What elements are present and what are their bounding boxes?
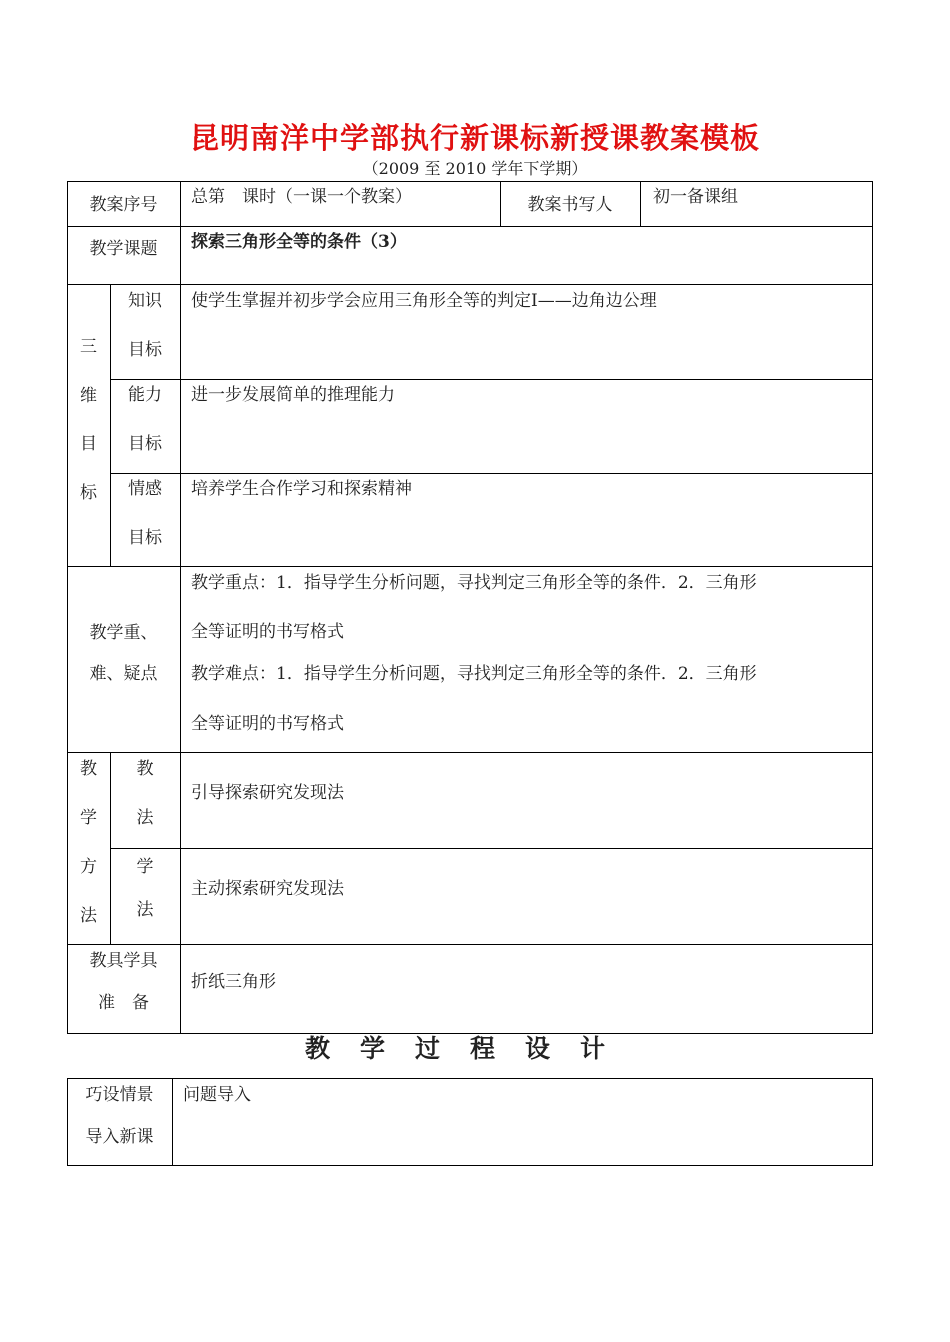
grid-line <box>67 944 873 945</box>
key-point-text: 教学重点：1．指导学生分析问题，寻找判定三角形全等的条件．2．三角形 <box>191 573 757 593</box>
grid-line <box>110 848 873 849</box>
knowledge-goal-label: 知识 <box>128 291 162 311</box>
grid-line <box>67 284 873 285</box>
grid-line <box>640 181 641 226</box>
teaching-method-label: 教 <box>136 759 154 779</box>
grid-line <box>110 379 873 380</box>
goals-group-char: 标 <box>80 483 97 503</box>
intro-value: 问题导入 <box>183 1085 251 1105</box>
topic-value: 探索三角形全等的条件（3） <box>191 232 407 252</box>
learning-method-label: 学 <box>136 857 154 877</box>
knowledge-goal-label: 目标 <box>128 340 162 360</box>
tools-label: 准 备 <box>98 993 149 1013</box>
teaching-method-value: 引导探索研究发现法 <box>191 783 344 803</box>
intro-label: 导入新课 <box>85 1127 154 1147</box>
methods-group-char: 学 <box>80 808 97 828</box>
knowledge-goal-text: 使学生掌握并初步学会应用三角形全等的判定Ⅰ——边角边公理 <box>191 291 657 311</box>
key-point-text: 全等证明的书写格式 <box>191 622 344 642</box>
methods-group-char: 法 <box>80 906 97 926</box>
grid-line <box>110 284 111 566</box>
difficulty-point-text: 教学难点：1．指导学生分析问题，寻找判定三角形全等的条件．2．三角形 <box>191 664 757 684</box>
lesson-number-label: 教案序号 <box>89 195 158 215</box>
process-design-title: 教学过程设计 <box>304 1034 635 1063</box>
key-points-label: 难、疑点 <box>89 664 158 684</box>
topic-label: 教学课题 <box>89 239 158 259</box>
grid-line <box>67 226 873 227</box>
emotion-goal-label: 目标 <box>128 528 162 548</box>
document-title: 昆明南洋中学部执行新课标新授课教案模板 <box>189 121 760 155</box>
ability-goal-label: 目标 <box>128 434 162 454</box>
ability-goal-label: 能力 <box>128 385 162 405</box>
goals-group-char: 维 <box>80 386 97 406</box>
emotion-goal-label: 情感 <box>128 479 162 499</box>
intro-label: 巧设情景 <box>85 1085 154 1105</box>
key-points-label: 教学重、 <box>89 623 158 643</box>
learning-method-label: 法 <box>136 900 154 920</box>
tools-value: 折纸三角形 <box>191 972 276 992</box>
teaching-method-label: 法 <box>136 808 154 828</box>
writer-value: 初一备课组 <box>653 187 738 207</box>
goals-group-char: 目 <box>80 434 97 454</box>
lesson-number-value: 总第 课时（一课一个教案） <box>191 187 412 207</box>
grid-line <box>110 473 873 474</box>
writer-label: 教案书写人 <box>527 195 613 215</box>
methods-group-char: 方 <box>80 857 97 877</box>
grid-line <box>172 1078 173 1166</box>
ability-goal-text: 进一步发展简单的推理能力 <box>191 385 395 405</box>
grid-line <box>180 181 181 1034</box>
emotion-goal-text: 培养学生合作学习和探索精神 <box>191 479 412 499</box>
difficulty-point-text: 全等证明的书写格式 <box>191 714 344 734</box>
tools-label: 教具学具 <box>89 951 158 971</box>
document-subtitle: （2009 至 2010 学年下学期） <box>362 159 588 178</box>
methods-group-char: 教 <box>80 759 97 779</box>
grid-line <box>67 752 873 753</box>
learning-method-value: 主动探索研究发现法 <box>191 879 344 899</box>
goals-group-char: 三 <box>80 337 97 357</box>
grid-line <box>67 566 873 567</box>
